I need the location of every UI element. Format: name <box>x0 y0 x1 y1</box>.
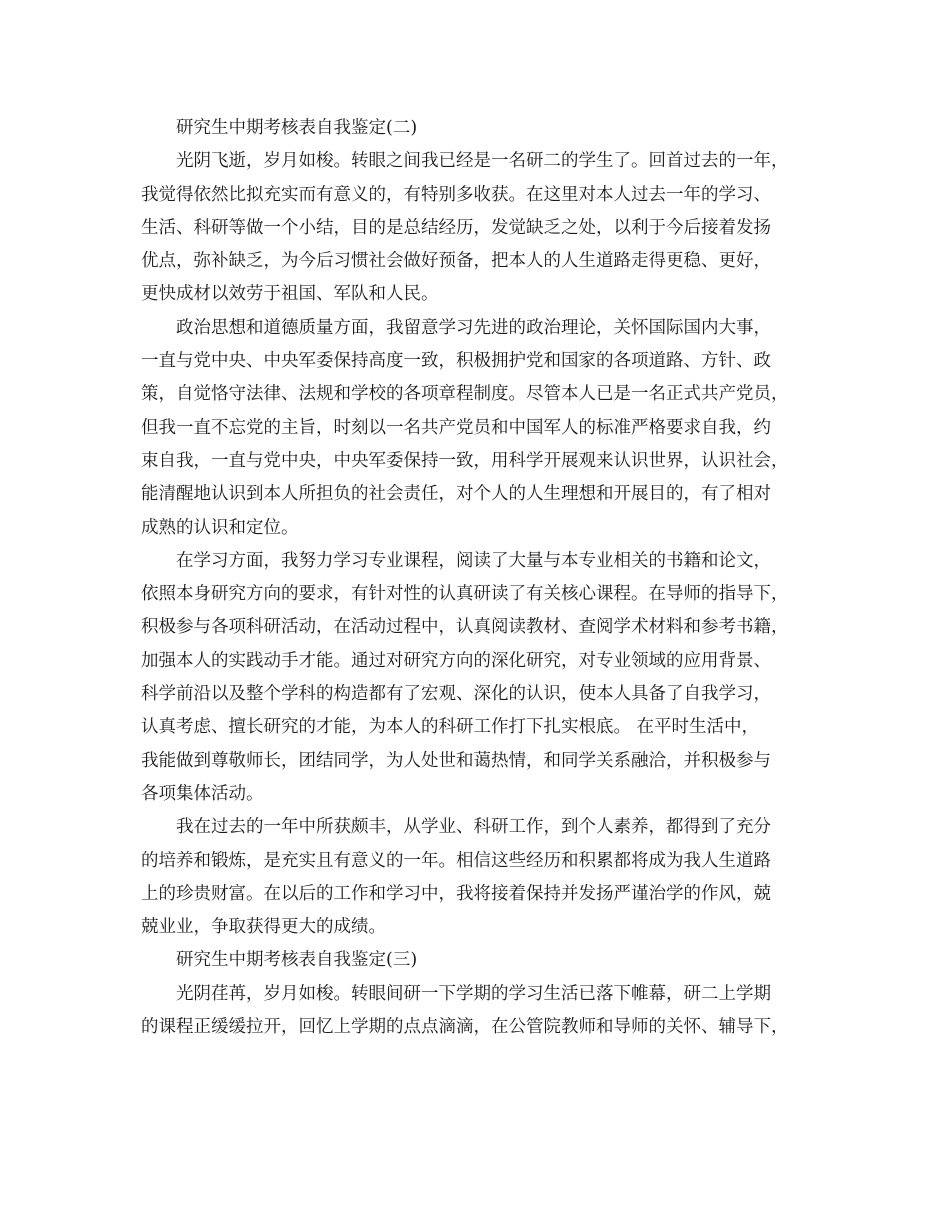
text-line: 加强本人的实践动手才能。通过对研究方向的深化研究，对专业领域的应用背景、 <box>141 650 771 671</box>
paragraph-first-line: 研究生中期考核表自我鉴定(三) <box>176 950 418 971</box>
text-line: 束自我，一直与党中央，中央军委保持一致，用科学开展观来认识世界，认识社会， <box>141 450 789 471</box>
text-line: 各项集体活动。 <box>141 783 264 804</box>
text-line: 的培养和锻炼，是充实且有意义的一年。相信这些经历和积累都将成为我人生道路 <box>141 850 771 871</box>
text-line: 依照本身研究方向的要求，有针对性的认真研读了有关核心课程。在导师的指导下， <box>141 584 789 605</box>
text-line: 科学前沿以及整个学科的构造都有了宏观、深化的认识，使本人具备了自我学习， <box>141 684 771 705</box>
paragraph-first-line: 在学习方面，我努力学习专业课程，阅读了大量与本专业相关的书籍和论文， <box>176 550 771 571</box>
text-line: 我觉得依然比拟充实而有意义的，有特别多收获。在这里对本人过去一年的学习、 <box>141 184 771 205</box>
text-line: 我能做到尊敬师长，团结同学，为人处世和蔼热情，和同学关系融洽，并积极参与 <box>141 750 771 771</box>
paragraph-first-line: 研究生中期考核表自我鉴定(二) <box>176 118 418 138</box>
text-line: 更快成材以效劳于祖国、军队和人民。 <box>141 284 439 305</box>
text-line: 上的珍贵财富。在以后的工作和学习中，我将接着保持并发扬严谨治学的作风，兢 <box>141 883 771 904</box>
paragraph-first-line: 光阴荏苒，岁月如梭。转眼间研一下学期的学习生活已落下帷幕，研二上学期 <box>176 983 771 1004</box>
text-line: 策，自觉恪守法律、法规和学校的各项章程制度。尽管本人已是一名正式共产党员， <box>141 384 789 405</box>
text-line: 但我一直不忘党的主旨，时刻以一名共产党员和中国军人的标准严格要求自我，约 <box>141 417 771 438</box>
text-line: 优点，弥补缺乏，为今后习惯社会做好预备，把本人的人生道路走得更稳、更好， <box>141 251 771 272</box>
text-line: 的课程正缓缓拉开，回忆上学期的点点滴滴，在公管院教师和导师的关怀、辅导下， <box>141 1017 789 1038</box>
text-line: 一直与党中央、中央军委保持高度一致，积极拥护党和国家的各项道路、方针、政 <box>141 351 771 372</box>
text-line: 认真考虑、擅长研究的才能，为本人的科研工作打下扎实根底。 在平时生活中， <box>141 717 760 738</box>
paragraph-first-line: 我在过去的一年中所获颇丰，从学业、科研工作，到个人素养，都得到了充分 <box>176 817 771 838</box>
text-line: 能清醒地认识到本人所担负的社会责任，对个人的人生理想和开展目的，有了相对 <box>141 484 771 505</box>
paragraph-first-line: 光阴飞逝，岁月如梭。转眼之间我已经是一名研二的学生了。回首过去的一年， <box>176 151 789 172</box>
text-line: 成熟的认识和定位。 <box>141 517 299 538</box>
text-line: 积极参与各项科研活动，在活动过程中，认真阅读教材、查阅学术材料和参考书籍， <box>141 617 789 638</box>
text-line: 兢业业，争取获得更大的成绩。 <box>141 917 386 938</box>
paragraph-first-line: 政治思想和道德质量方面，我留意学习先进的政治理论，关怀国际国内大事， <box>176 317 771 338</box>
document-body <box>141 112 831 1044</box>
text-line: 生活、科研等做一个小结，目的是总结经历，发觉缺乏之处，以利于今后接着发扬 <box>141 217 771 238</box>
